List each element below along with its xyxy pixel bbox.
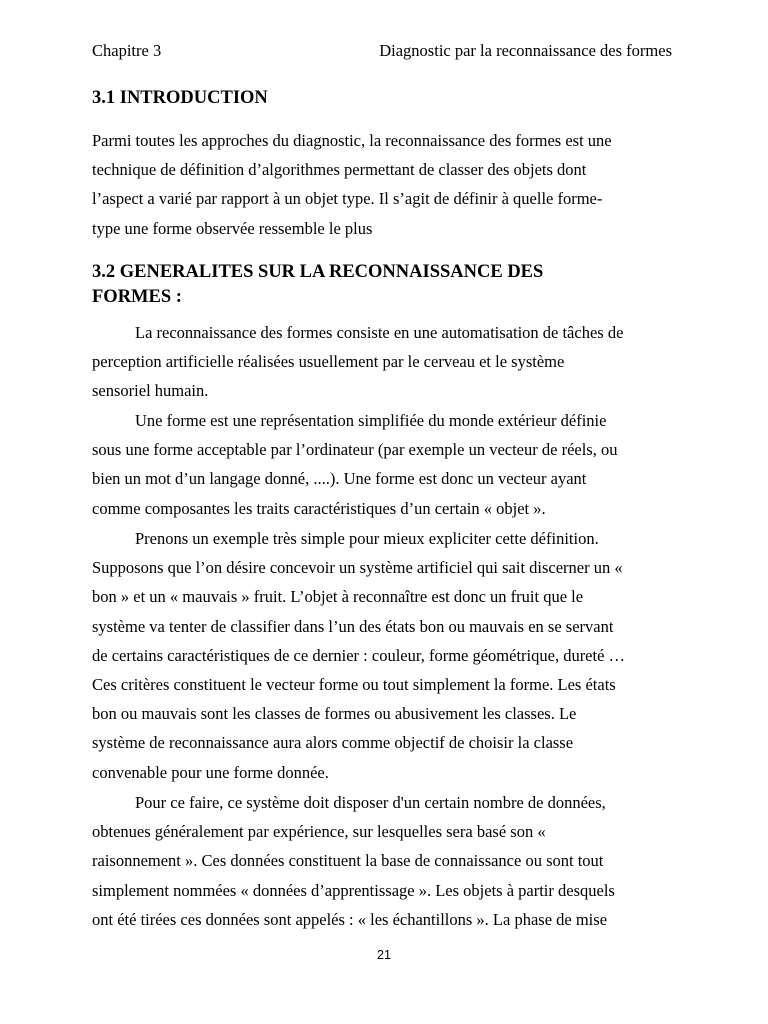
text-line: sous une forme acceptable par l’ordinateur (par exemple un vecteur de réels, ou <box>92 440 618 460</box>
text-line: bien un mot d’un langage donné, ....). Une forme est donc un vecteur ayant <box>92 469 587 489</box>
text-line: ont été tirées ces données sont appelés : « les échantillons ». La phase de mise <box>92 909 608 929</box>
paragraph-3 <box>92 524 682 787</box>
text-line: technique de définition d’algorithmes permettant de classer des objets dont <box>92 160 587 180</box>
page-number: 21 <box>377 948 391 962</box>
text-line: l’aspect a varié par rapport à un objet type. Il s’agit de définir à quelle forme- <box>92 189 603 209</box>
text-line: Ces critères constituent le vecteur forme ou tout simplement la forme. Les états <box>92 674 616 694</box>
paragraph-2 <box>92 406 682 523</box>
text-line: Supposons que l’on désire concevoir un système artificiel qui sait discerner un « <box>92 558 623 578</box>
heading-line: FORMES : <box>92 287 182 307</box>
text-line: de certains caractéristiques de ce dernier : couleur, forme géométrique, dureté … <box>92 645 626 665</box>
header-chapter: Chapitre 3 <box>92 41 162 60</box>
text-line: bon » et un « mauvais » fruit. L’objet à reconnaître est donc un fruit que le <box>92 587 584 607</box>
text-line: Prenons un exemple très simple pour mieux expliciter cette définition. <box>135 529 599 548</box>
text-line: système va tenter de classifier dans l’un des états bon ou mauvais en se servant <box>92 616 614 636</box>
section-heading-generalites <box>92 260 652 310</box>
text-line: Parmi toutes les approches du diagnostic, la reconnaissance des formes est une <box>92 131 612 150</box>
text-line: système de reconnaissance aura alors comme objectif de choisir la classe <box>92 733 574 753</box>
text-line: comme composantes les traits caractéristiques d’un certain « objet ». <box>92 498 546 518</box>
text-line: type une forme observée ressemble le plus <box>92 218 373 238</box>
text-line: obtenues généralement par expérience, sur lesquelles sera basé son « <box>92 822 546 842</box>
text-line: perception artificielle réalisées usuellement par le cerveau et le système <box>92 352 565 372</box>
paragraph-4 <box>92 788 682 934</box>
text-line: raisonnement ». Ces données constituent la base de connaissance ou sont tout <box>92 851 604 871</box>
text-line: convenable pour une forme donnée. <box>92 762 329 782</box>
text-line: sensoriel humain. <box>92 381 209 401</box>
running-header <box>92 41 672 63</box>
text-line: La reconnaissance des formes consiste en une automatisation de tâches de <box>135 323 624 342</box>
header-title: Diagnostic par la reconnaissance des formes <box>379 41 672 60</box>
heading-line: 3.2 GENERALITES SUR LA RECONNAISSANCE DES <box>92 262 544 282</box>
section-heading-introduction: 3.1 INTRODUCTION <box>92 88 268 108</box>
paragraph-1 <box>92 318 682 406</box>
text-line: bon ou mauvais sont les classes de formes ou abusivement les classes. Le <box>92 704 577 724</box>
text-line: Une forme est une représentation simplifiée du monde extérieur définie <box>135 411 607 430</box>
introduction-paragraph <box>92 126 682 243</box>
text-line: simplement nommées « données d’apprentissage ». Les objets à partir desquels <box>92 880 615 900</box>
text-line: Pour ce faire, ce système doit disposer d'un certain nombre de données, <box>135 793 606 812</box>
